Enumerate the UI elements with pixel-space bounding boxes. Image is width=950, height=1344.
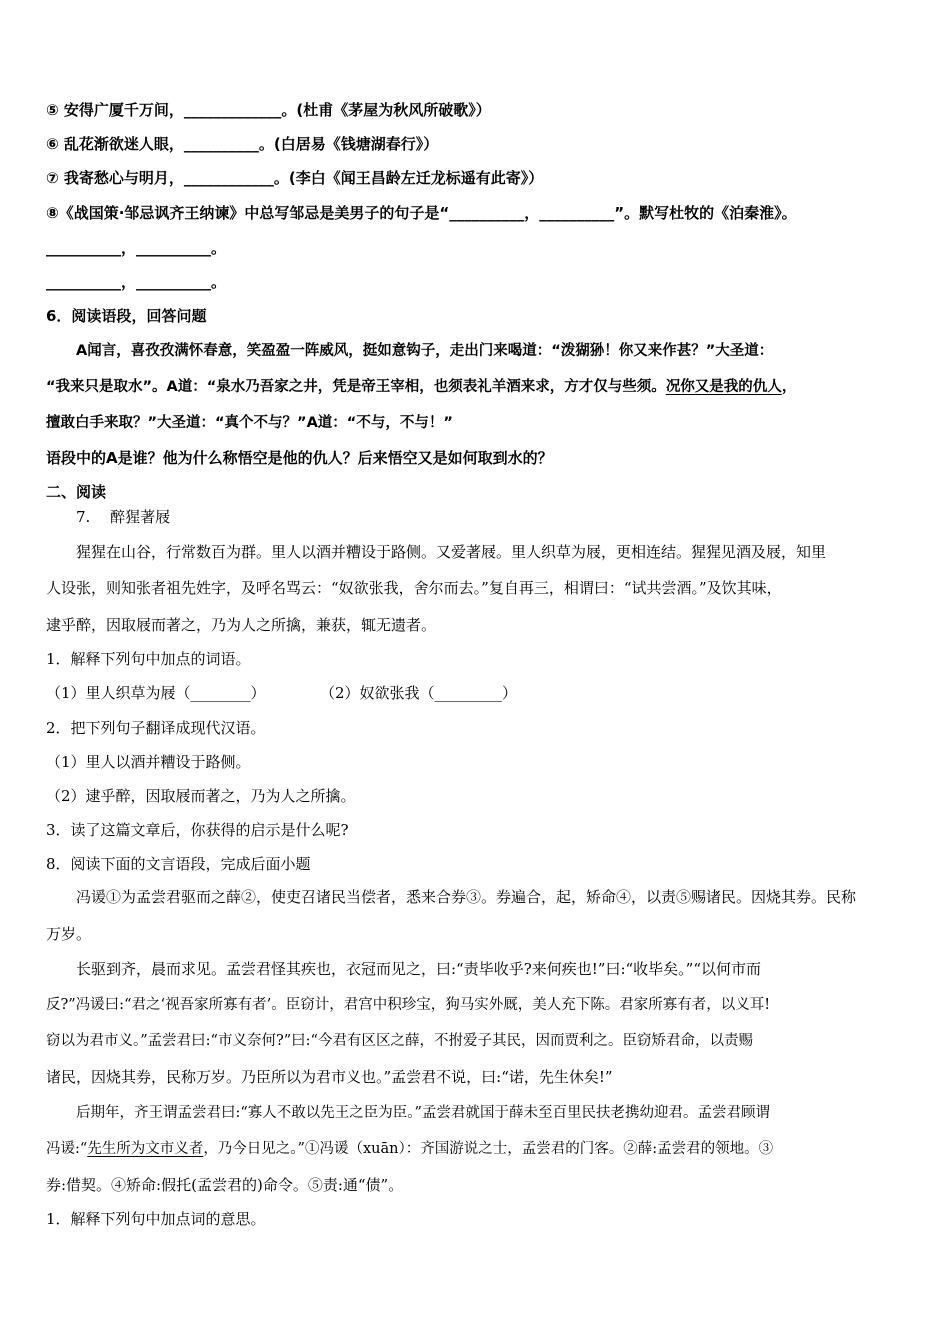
sub-question-item: （2）奴欲张我（_________） — [320, 684, 518, 702]
fill-in-item-5: ⑤ 安得广厦千万间，_____________。(杜甫《茅屋为秋风所破歌》） — [46, 101, 491, 119]
passage-line: A闻言，喜孜孜满怀春意，笑盈盈一阵威风，挺如意钩子，走出门来喝道：“泼猢狲！你又来作甚？”大圣道： — [76, 343, 774, 359]
passage-line: 冯谖①为孟尝君驱而之薛②，使吏召诸民当偿者，悉来合券③。券遍合，起，矫命④，以责⑤赐诸民。因烧其券。民称 — [76, 888, 857, 906]
sub-question-item: （1）里人以酒并糟设于路侧。 — [46, 753, 251, 771]
passage-text: ， — [781, 379, 797, 395]
blank-answer-line: __________，__________。 — [46, 239, 227, 257]
passage-line: 后期年，齐王谓孟尝君曰:“寡人不敢以先王之臣为臣。”孟尝君就国于薛未至百里民扶老携幼迎君。孟尝君顾谓 — [76, 1105, 770, 1121]
blank-answer-line: __________，__________。 — [46, 273, 227, 291]
passage-line — [46, 376, 796, 398]
passage-line: 猩猩在山谷，行常数百为群。里人以酒并糟设于路侧。又爱著屐。里人织草为屐，更相连结。猩猩见酒及屐，知里 — [76, 543, 827, 561]
question-6-prompt: 语段中的A是谁？他为什么称悟空是他的仇人？后来悟空又是如何取到水的？ — [46, 449, 553, 467]
underlined-phrase: 先生所为文市义者 — [87, 1141, 204, 1157]
passage-text: “我来只是取水”。A道：“泉水乃吾家之井，凭是帝王宰相，也须表礼羊酒来求，方才仅与些须。 — [46, 379, 666, 395]
question-6-heading: 6．阅读语段，回答问题 — [46, 307, 207, 325]
fill-in-item-7: ⑦ 我寄愁心与明月，____________。(李白《闻王昌龄左迁龙标遥有此寄》） — [46, 169, 544, 187]
passage-line: 人设张，则知张者祖先姓字，及呼名骂云：“奴欲张我，舍尔而去。”复自再三，相谓曰：“试共尝酒。”及饮其味， — [46, 579, 782, 597]
passage-line: 擅敢白手来取？”大圣道：“真个不与？”A道：“不与，不与！” — [46, 415, 453, 431]
passage-line: 反?”冯谖曰:“君之‘视吾家所寡有者’。臣窃计，君宫中积珍宝，狗马实外厩，美人充下陈。君家所寡有者，以义耳! — [46, 997, 771, 1013]
passage-text: 冯谖:“ — [46, 1141, 88, 1157]
sub-question: 2．把下列句子翻译成现代汉语。 — [46, 719, 266, 737]
passage-line: 万岁。 — [46, 925, 92, 943]
question-7-title: 7. 醉猩著屐 — [76, 508, 171, 526]
passage-line: 诸民，因烧其券，民称万岁。乃臣所以为君市义也。”孟尝君不说，曰:“诺，先生休矣!” — [46, 1068, 613, 1086]
passage-text: ，乃今日见之。”①冯谖（xuān）：齐国游说之士，孟尝君的门客。②薛:孟尝君的领地。③ — [203, 1141, 774, 1157]
underlined-phrase: 况你又是我的仇人 — [665, 379, 782, 395]
fill-in-item-8: ⑧《战国策·邹忌讽齐王纳谏》中总写邹忌是美男子的句子是“__________，__________”。默写杜牧的《泊秦淮》。 — [46, 204, 797, 222]
passage-line — [46, 1138, 773, 1160]
sub-question-item: （1）里人织草为屐（________） — [46, 684, 266, 702]
sub-question: 1．解释下列句中加点的词语。 — [46, 650, 251, 668]
passage-line: 逮乎醉，因取屐而著之，乃为人之所擒，兼获，辄无遗者。 — [46, 616, 437, 634]
sub-question-item: （2）逮乎醉，因取屐而著之，乃为人之所擒。 — [46, 787, 356, 805]
sub-question: 3．读了这篇文章后，你获得的启示是什么呢? — [46, 821, 349, 839]
question-8-heading: 8．阅读下面的文言语段，完成后面小题 — [46, 855, 311, 873]
passage-line: 券:借契。④矫命:假托(孟尝君的)命令。⑤责:通“债”。 — [46, 1176, 404, 1194]
sub-question: 1．解释下列句中加点词的意思。 — [46, 1210, 266, 1228]
section-heading: 二、阅读 — [46, 483, 107, 501]
passage-line: 窃以为君市义。”孟尝君曰:“市义奈何?”曰:“今君有区区之薛，不拊爱子其民，因而贾利之。臣窃矫君命，以责赐 — [46, 1033, 753, 1049]
passage-line: 长驱到齐，晨而求见。孟尝君怪其疾也，衣冠而见之，曰:“责毕收乎?来何疾也!”曰:“收毕矣。”“以何市而 — [76, 960, 762, 978]
fill-in-item-6: ⑥ 乱花渐欲迷人眼，__________。(白居易《钱塘湖春行》） — [46, 135, 439, 153]
